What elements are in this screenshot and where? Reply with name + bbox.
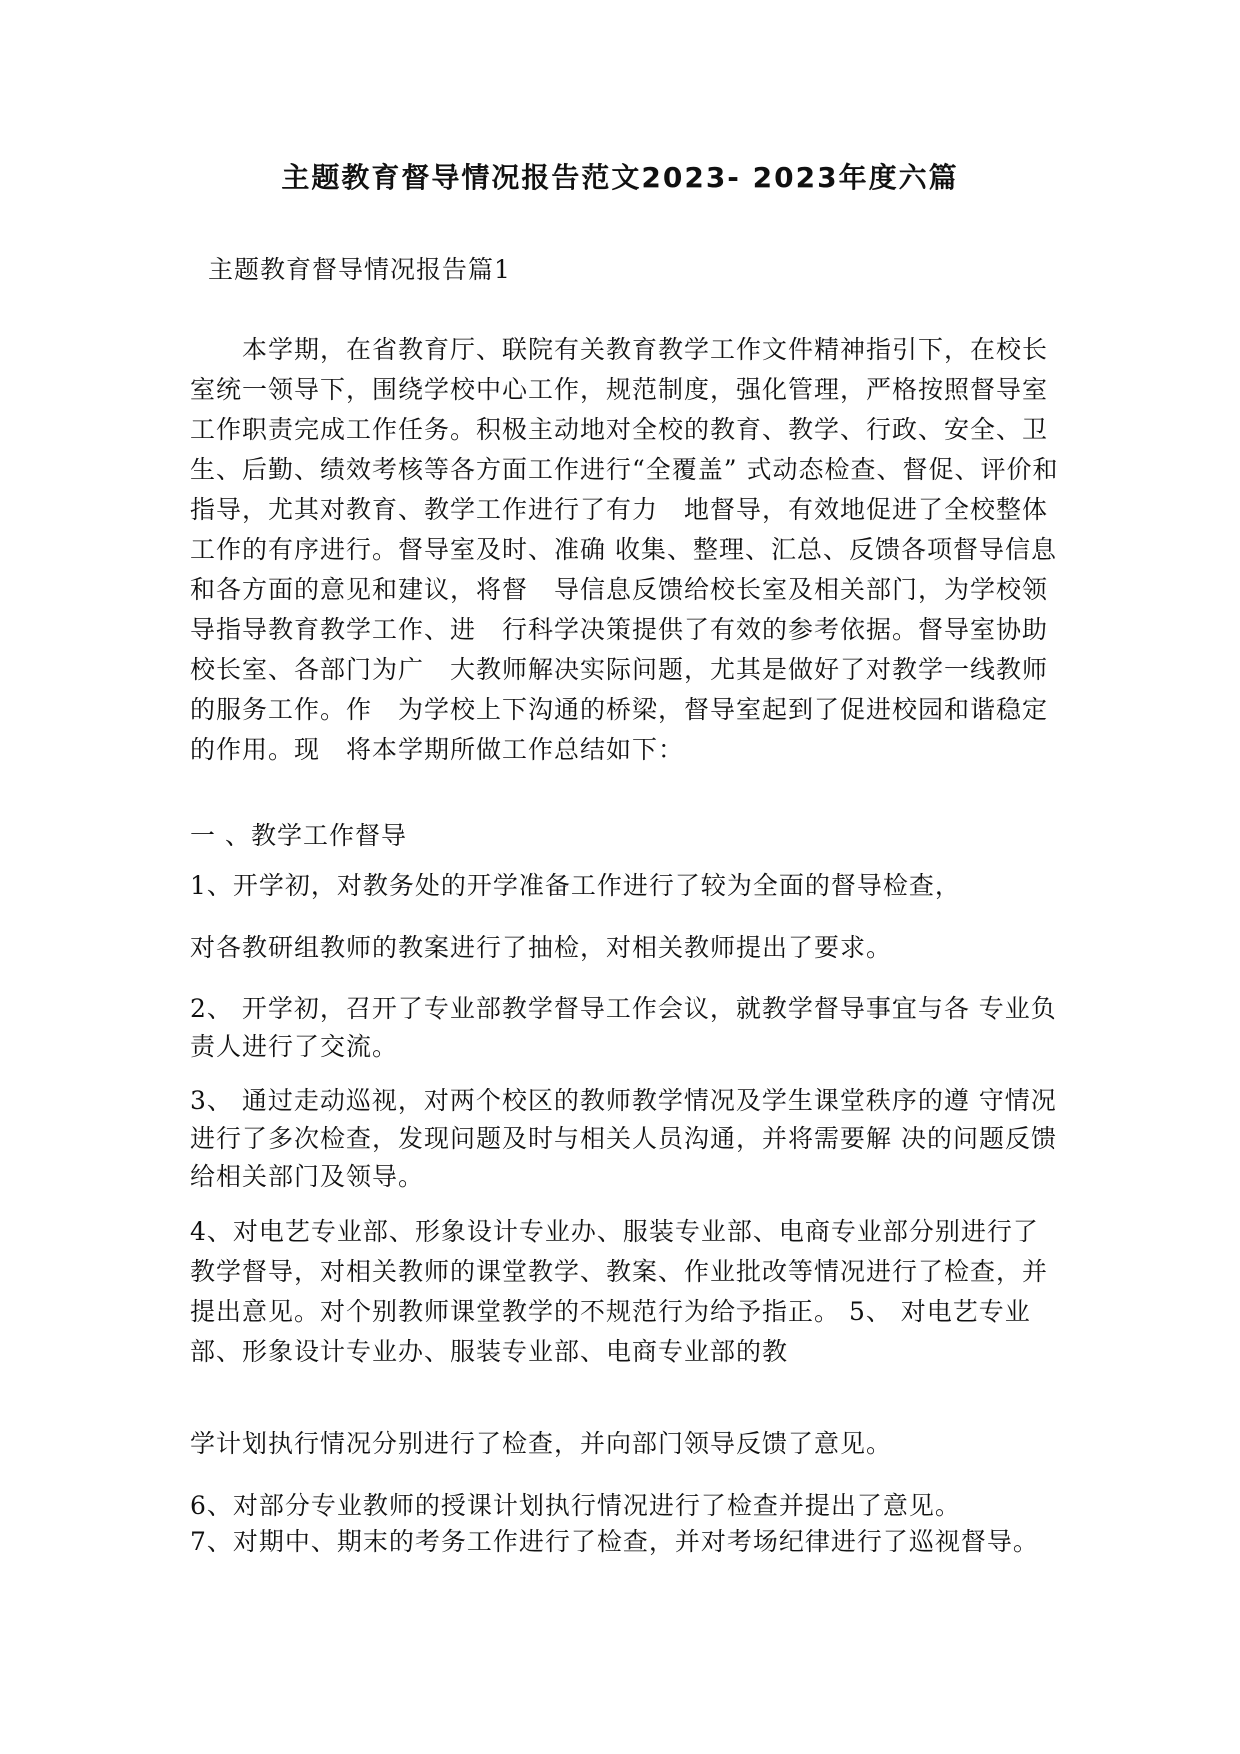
list-item-5-continued: 学计划执行情况分别进行了检查，并向部门领导反馈了意见。: [190, 1429, 893, 1458]
section-heading-teaching-supervision: 一 、教学工作督导: [190, 821, 407, 850]
intro-paragraph: 本学期，在省教育厅、联院有关教育教学工作文件精神指引下，在校长室统一领导下，围绕学校中心工作，规范制度，强化管理，严格按照督导室工作职责完成工作任务。积极主动地对全校的教育、教学、行政、安全、卫生、后勤、绩效考核等各方面工作进行“全覆盖” 式动态检查、督促、评价和指导，尤其对教育、教学工作进行了有力 地督导，有效地促进了全校整体工作的有序进行。督导室及时、准确 收集、整理、汇总、反馈各项督导信息和各方面的意见和建议，将督 导信息反馈给校长室及相关部门，为学校领导指导教育教学工作、进 行科学决策提供了有效的参考依据。督导室协助校长室、各部门为广 大教师解决实际问题，尤其是做好了对教学一线教师的服务工作。作 为学校上下沟通的桥梁，督导室起到了促进校园和谐稳定的作用。现 将本学期所做工作总结如下：: [190, 335, 1059, 764]
list-item-1-line1: 1、开学初，对教务处的开学准备工作进行了较为全面的督导检查，: [190, 871, 961, 900]
list-item-6: 6、对部分专业教师的授课计划执行情况进行了检查并提出了意见。: [190, 1491, 961, 1520]
document-title: 主题教育督导情况报告范文2023- 2023年度六篇: [281, 161, 959, 194]
list-item-7: 7、对期中、期末的考务工作进行了检查，并对考场纪律进行了巡视督导。: [190, 1527, 1039, 1556]
list-item-2: 2、 开学初，召开了专业部教学督导工作会议，就教学督导事宜与各 专业负责人进行了交流。: [190, 994, 1057, 1061]
list-items-6-7: [190, 1488, 1060, 1560]
section-subtitle: 主题教育督导情况报告篇1: [208, 255, 511, 284]
list-item-4-5: 4、对电艺专业部、形象设计专业办、服装专业部、电商专业部分别进行了教学督导，对相关教师的课堂教学、教案、作业批改等情况进行了检查，并提出意见。对个别教师课堂教学的不规范行为给予指正。 5、 对电艺专业部、形象设计专业办、服装专业部、电商专业部的教: [190, 1217, 1049, 1366]
list-item-1-line2: 对各教研组教师的教案进行了抽检，对相关教师提出了要求。: [190, 933, 893, 962]
list-item-3: 3、 通过走动巡视，对两个校区的教师教学情况及学生课堂秩序的遵 守情况进行了多次检查，发现问题及时与相关人员沟通，并将需要解 决的问题反馈给相关部门及领导。: [190, 1086, 1057, 1191]
